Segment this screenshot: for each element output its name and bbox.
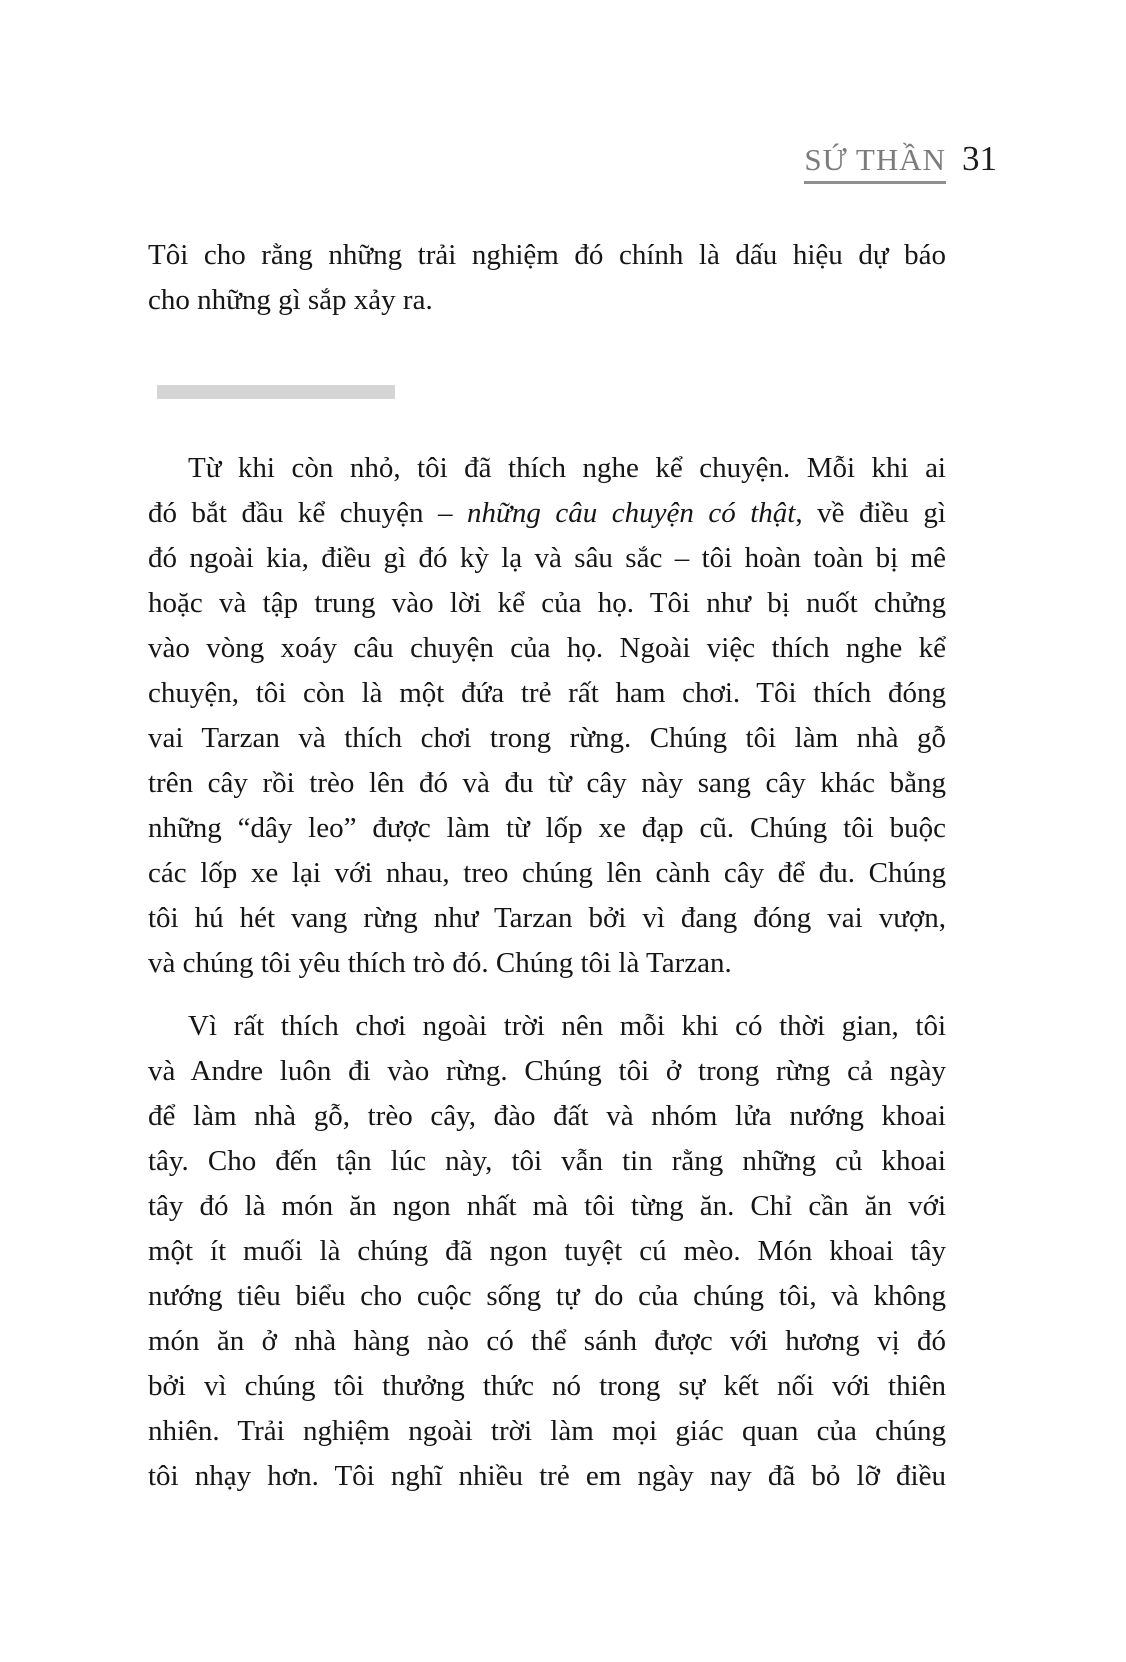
text-line <box>148 761 946 806</box>
text-line <box>148 1004 946 1049</box>
text-run: hoặc và tập trung vào lời kể của họ. Tôi như bị nuốt chửng <box>148 587 946 619</box>
text-line <box>148 446 946 491</box>
text-line <box>148 1184 946 1229</box>
text-line <box>148 941 946 986</box>
text-run: đó bắt đầu kể chuyện – <box>148 497 467 529</box>
section-divider <box>157 385 395 399</box>
italic-text-run: những câu chuyện có thật <box>467 497 796 529</box>
page-number: 31 <box>962 139 997 178</box>
text-run: vào vòng xoáy câu chuyện của họ. Ngoài việc thích nghe kể <box>148 632 946 664</box>
text-run: vai Tarzan và thích chơi trong rừng. Chúng tôi làm nhà gỗ <box>148 722 946 754</box>
text-line <box>148 1139 946 1184</box>
text-line <box>148 278 946 323</box>
story-paragraph-2 <box>148 1004 946 1499</box>
text-run: chuyện, tôi còn là một đứa trẻ rất ham chơi. Tôi thích đóng <box>148 677 946 709</box>
text-run: tôi hú hét vang rừng như Tarzan bởi vì đang đóng vai vượn, <box>148 902 946 934</box>
text-run: và Andre luôn đi vào rừng. Chúng tôi ở trong rừng cả ngày <box>148 1055 946 1087</box>
text-line <box>148 896 946 941</box>
text-run: các lốp xe lại với nhau, treo chúng lên cành cây để đu. Chúng <box>148 857 946 889</box>
text-run: nướng tiêu biểu cho cuộc sống tự do của chúng tôi, và không <box>148 1280 946 1312</box>
text-run: tây đó là món ăn ngon nhất mà tôi từng ăn. Chỉ cần ăn với <box>148 1190 946 1222</box>
text-line <box>148 806 946 851</box>
text-run: , về điều gì <box>795 497 946 529</box>
text-run: bởi vì chúng tôi thưởng thức nó trong sự kết nối với thiên <box>148 1370 946 1402</box>
text-line <box>148 1319 946 1364</box>
text-run: cho những gì sắp xảy ra. <box>148 284 433 316</box>
text-line <box>148 581 946 626</box>
page-header <box>148 144 946 184</box>
text-run: tôi nhạy hơn. Tôi nghĩ nhiều trẻ em ngày nay đã bỏ lỡ điều <box>148 1460 946 1492</box>
text-line <box>148 1364 946 1409</box>
text-run: trên cây rồi trèo lên đó và đu từ cây này sang cây khác bằng <box>148 767 946 799</box>
text-line <box>148 1049 946 1094</box>
text-line <box>148 716 946 761</box>
text-line <box>148 626 946 671</box>
text-line <box>148 1094 946 1139</box>
text-run: Vì rất thích chơi ngoài trời nên mỗi khi có thời gian, tôi <box>188 1010 946 1042</box>
text-run: Tôi cho rằng những trải nghiệm đó chính là dấu hiệu dự báo <box>148 239 946 271</box>
text-line <box>148 536 946 581</box>
running-title: SỨ THẦN <box>804 144 946 184</box>
text-run: tây. Cho đến tận lúc này, tôi vẫn tin rằng những củ khoai <box>148 1145 946 1177</box>
text-run: để làm nhà gỗ, trèo cây, đào đất và nhóm lửa nướng khoai <box>148 1100 946 1132</box>
text-run: đó ngoài kia, điều gì đó kỳ lạ và sâu sắc – tôi hoàn toàn bị mê <box>148 542 946 574</box>
text-line <box>148 851 946 896</box>
text-run: và chúng tôi yêu thích trò đó. Chúng tôi là Tarzan. <box>148 947 732 979</box>
text-run: nhiên. Trải nghiệm ngoài trời làm mọi giác quan của chúng <box>148 1415 946 1447</box>
text-line <box>148 491 946 536</box>
text-line <box>148 1229 946 1274</box>
opening-paragraph <box>148 233 946 323</box>
text-run: những “dây leo” được làm từ lốp xe đạp cũ. Chúng tôi buộc <box>148 812 946 844</box>
text-line <box>148 671 946 716</box>
text-line <box>148 1274 946 1319</box>
text-run: Từ khi còn nhỏ, tôi đã thích nghe kể chuyện. Mỗi khi ai <box>188 452 946 484</box>
text-run: món ăn ở nhà hàng nào có thể sánh được với hương vị đó <box>148 1325 946 1357</box>
story-paragraph-1 <box>148 446 946 986</box>
text-line <box>148 233 946 278</box>
text-line <box>148 1454 946 1499</box>
text-line <box>148 1409 946 1454</box>
text-run: một ít muối là chúng đã ngon tuyệt cú mèo. Món khoai tây <box>148 1235 946 1267</box>
